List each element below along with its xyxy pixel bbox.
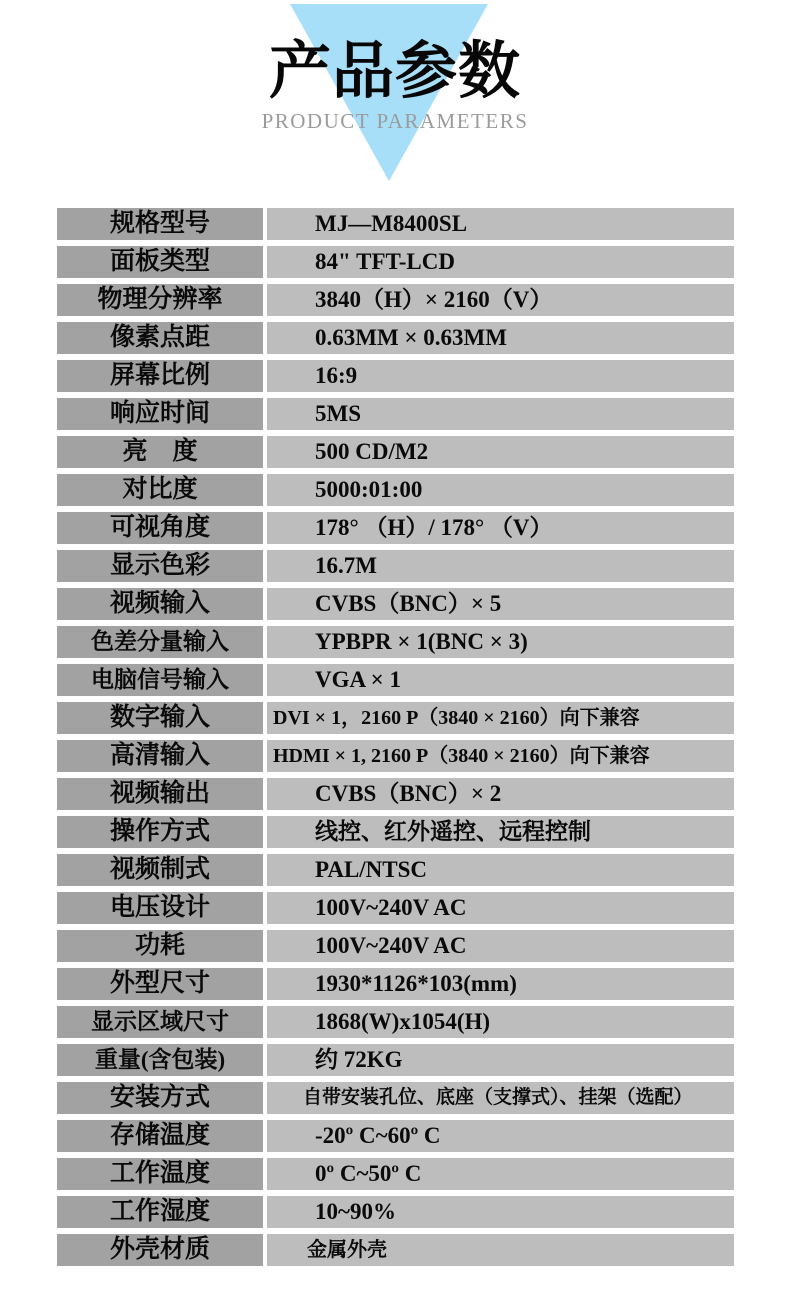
header [0,0,790,208]
spec-label: 视频输出 [57,778,263,810]
table-row [57,854,734,886]
spec-label: 高清输入 [57,740,263,772]
table-row [57,892,734,924]
spec-value: CVBS（BNC）× 2 [267,778,734,810]
table-row [57,740,734,772]
spec-label: 面板类型 [57,246,263,278]
spec-label: 外型尺寸 [57,968,263,1000]
spec-label: 可视角度 [57,512,263,544]
spec-value: VGA × 1 [267,664,734,696]
spec-value: -20º C~60º C [267,1120,734,1152]
spec-label: 数字输入 [57,702,263,734]
spec-value: MJ—M8400SL [267,208,734,240]
spec-value: 84" TFT-LCD [267,246,734,278]
spec-label: 显示色彩 [57,550,263,582]
table-row [57,626,734,658]
table-row [57,436,734,468]
spec-label: 操作方式 [57,816,263,848]
spec-value: 金属外壳 [267,1234,734,1266]
table-row [57,968,734,1000]
spec-value: 3840（H）× 2160（V） [267,284,734,316]
page-title: 产品参数 [268,34,521,107]
table-row [57,1234,734,1266]
table-row [57,208,734,240]
table-row [57,930,734,962]
spec-value: 100V~240V AC [267,892,734,924]
spec-label: 物理分辨率 [57,284,263,316]
spec-value: 178° （H）/ 178° （V） [267,512,734,544]
spec-label: 工作湿度 [57,1196,263,1228]
table-row [57,474,734,506]
table-row [57,246,734,278]
spec-label: 安装方式 [57,1082,263,1114]
spec-label: 电压设计 [57,892,263,924]
spec-value: 16:9 [267,360,734,392]
spec-label: 显示区域尺寸 [57,1006,263,1038]
spec-value: 5MS [267,398,734,430]
spec-label: 外壳材质 [57,1234,263,1266]
table-row [57,360,734,392]
table-row [57,398,734,430]
page-subtitle: PRODUCT PARAMETERS [261,109,529,133]
table-row [57,816,734,848]
spec-value: 100V~240V AC [267,930,734,962]
spec-label: 色差分量输入 [57,626,263,658]
table-row [57,322,734,354]
spec-value: CVBS（BNC）× 5 [267,588,734,620]
spec-value: HDMI × 1, 2160 P（3840 × 2160）向下兼容 [267,740,734,772]
spec-value: 0.63MM × 0.63MM [267,322,734,354]
spec-label: 响应时间 [57,398,263,430]
spec-value: YPBPR × 1(BNC × 3) [267,626,734,658]
spec-value: 16.7M [267,550,734,582]
spec-value: 0º C~50º C [267,1158,734,1190]
table-row [57,1120,734,1152]
table-row [57,702,734,734]
spec-value: 线控、红外遥控、远程控制 [267,816,734,848]
table-row [57,512,734,544]
spec-value: 1930*1126*103(mm) [267,968,734,1000]
spec-table [57,208,734,1272]
spec-label: 视频制式 [57,854,263,886]
table-row [57,588,734,620]
spec-value: 5000:01:00 [267,474,734,506]
table-row [57,1082,734,1114]
spec-label: 工作温度 [57,1158,263,1190]
spec-label: 屏幕比例 [57,360,263,392]
spec-value: 1868(W)x1054(H) [267,1006,734,1038]
spec-value: 自带安装孔位、底座（支撑式）、挂架（选配） [267,1082,734,1114]
spec-label: 亮 度 [57,436,263,468]
spec-label: 规格型号 [57,208,263,240]
table-row [57,1158,734,1190]
spec-value: 500 CD/M2 [267,436,734,468]
spec-label: 存储温度 [57,1120,263,1152]
spec-label: 电脑信号输入 [57,664,263,696]
table-row [57,1006,734,1038]
spec-label: 重量(含包装) [57,1044,263,1076]
spec-label: 对比度 [57,474,263,506]
spec-label: 视频输入 [57,588,263,620]
spec-value: 约 72KG [267,1044,734,1076]
table-row [57,1196,734,1228]
table-row [57,778,734,810]
spec-label: 像素点距 [57,322,263,354]
spec-value: DVI × 1，2160 P（3840 × 2160）向下兼容 [267,702,734,734]
table-row [57,550,734,582]
table-row [57,1044,734,1076]
spec-value: 10~90% [267,1196,734,1228]
spec-value: PAL/NTSC [267,854,734,886]
table-row [57,284,734,316]
table-row [57,664,734,696]
spec-label: 功耗 [57,930,263,962]
